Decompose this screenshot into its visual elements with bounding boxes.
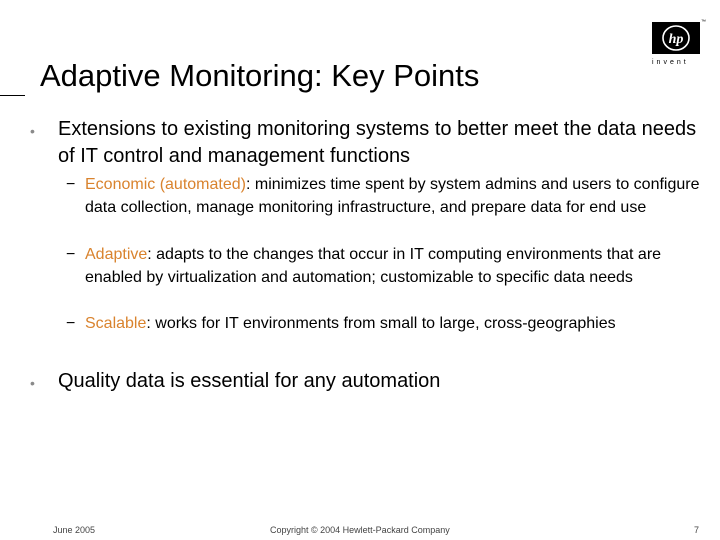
- sub-bullet-description: : minimizes time spent by system admins and users to configure data collection, manage monitoring infrastructure, and prepare data for end use: [85, 176, 700, 216]
- page-number: 7: [694, 525, 700, 535]
- hp-logo: [652, 19, 706, 70]
- sub-bullet-term: Adaptive: [85, 246, 148, 263]
- title-rule: [0, 95, 25, 96]
- footer-date: June 2005: [53, 525, 96, 535]
- hp-logo-box: [652, 22, 700, 54]
- sub-bullet-description: : works for IT environments from small to large, cross-geographies: [146, 315, 616, 332]
- sub-bullet-text: [85, 312, 700, 335]
- sub-bullet-term: Scalable: [85, 315, 147, 332]
- sub-bullet-text: [85, 243, 700, 289]
- sub-bullet-dash: −: [66, 246, 76, 263]
- sub-bullet-description: : adapts to the changes that occur in IT computing environments that are enabled by virtualization and automation; customizable to specific data needs: [85, 246, 662, 286]
- bullet-text: Quality data is essential for any automation: [58, 370, 441, 392]
- sub-bullet-dash: −: [66, 176, 76, 193]
- footer-copyright: Copyright © 2004 Hewlett-Packard Company: [270, 525, 450, 535]
- bullet-icon: •: [30, 123, 35, 139]
- hp-logo-tagline: invent: [652, 59, 689, 66]
- trademark-symbol: ™: [701, 19, 706, 25]
- slide-title: Adaptive Monitoring: Key Points: [40, 58, 480, 93]
- sub-bullet-text: [85, 173, 700, 219]
- hp-logo-icon: [660, 24, 692, 52]
- sub-bullet-term: Economic (automated): [85, 176, 246, 193]
- hp-logo-mark: hp: [668, 32, 684, 47]
- bullet-text: Extensions to existing monitoring systems to better meet the data needs of IT control and management functions: [58, 118, 697, 167]
- bullet-icon: •: [30, 375, 35, 391]
- sub-bullet-dash: −: [66, 315, 76, 332]
